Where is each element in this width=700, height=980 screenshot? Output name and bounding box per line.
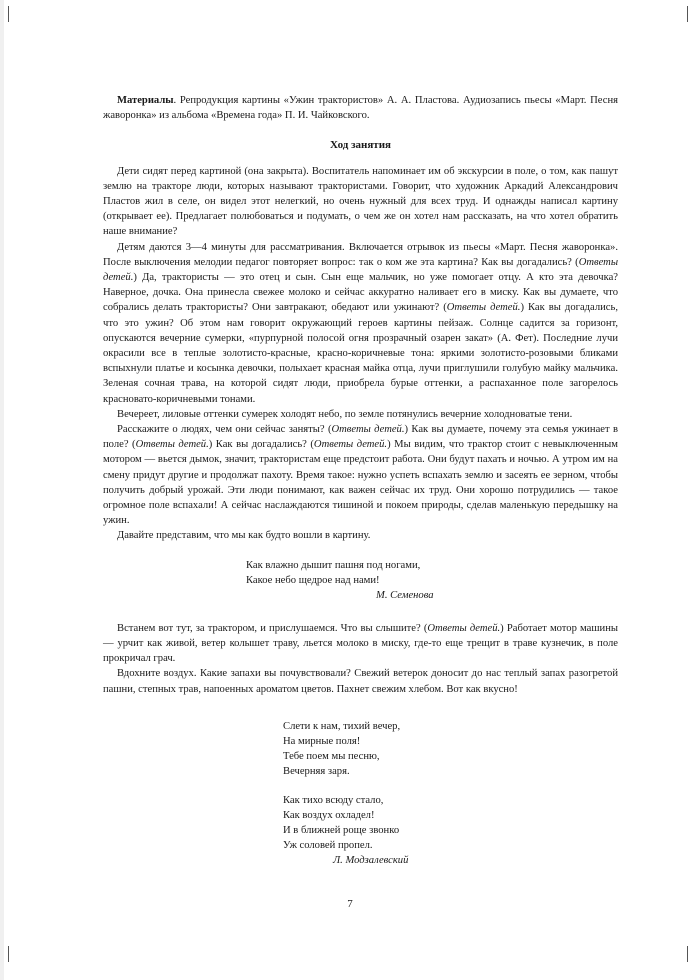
poem-line: Как тихо всюду стало, bbox=[283, 794, 384, 806]
crop-mark-top-right bbox=[687, 6, 688, 22]
poem-author: Л. Модзалевский bbox=[333, 854, 409, 866]
paragraph-2 bbox=[103, 240, 618, 407]
children-answers-4: Ответы детей. bbox=[135, 439, 209, 451]
paragraph-4-text-b: ) Как вы думаете, почему эта семья ужинает в поле? ( bbox=[103, 424, 618, 451]
materials-text: . Репродукция картины «Ужин трактористов» А. А. Пластова. Аудиозапись пьесы «Март. Песня жаворонка» из альбома «Времена года» П. И. Чайковского. bbox=[103, 95, 618, 122]
materials-label: Материалы bbox=[117, 95, 174, 106]
stanza-gap bbox=[283, 779, 618, 793]
poem-line: Уж соловей пропел. bbox=[283, 839, 373, 851]
poem-line: На мирные поля! bbox=[283, 735, 361, 747]
paragraph-6-text-b: ) Работает мотор машины — урчит как живой, ветер колышет траву, льется молоко в миску, где-то еще трещит в траве кузнечик, в поле прокричал грач. bbox=[103, 622, 618, 665]
paragraph-4-text-a: Расскажите о людях, чем они сейчас заняты? ( bbox=[117, 424, 332, 436]
paragraph-7: Вдохните воздух. Какие запахи вы почувствовали? Свежий ветерок доносит до нас теплый запах разогретой пашни, степных трав, напоенных ароматом цветов. Пахнет свежим хлебом. Вот как вкусно! bbox=[103, 668, 618, 695]
paragraph-2-text-c: ) Как вы догадались, что это ужин? Об этом нам говорит окружающий героев картины пейзаж. Солнце садится за горизонт, опускаются вечерние сумерки, «пурпурной полосой огня прозрачный озарен закат» (А. Фет). Последние лучи окрасили все в теплые золотисто-красные, красно-коричневые тона: яркими золотисто-розовыми бликами вспыхнули платье и косынка девочки, полыхает красная майка отца, лучи приглушили голубую майку мальчика. Зеленая сочная трава, на которой сидят люди, приобрела бурые оттенки, а распаханное поле загорелось красновато-коричневыми тонами. bbox=[103, 302, 618, 405]
crop-mark-bottom-left bbox=[8, 946, 9, 962]
children-answers-6: Ответы детей. bbox=[427, 622, 501, 634]
paragraph-3: Вечереет, лиловые оттенки сумерек холодят небо, по земле потянулись вечерние холодноватые тени. bbox=[117, 408, 573, 420]
paragraph-2-text-b: ) Да, трактористы — это отец и сын. Сын еще мальчик, но уже помогает отцу. А кто эта девочка? Наверное, дочка. Она принесла свежее молоко и сейчас аккуратно наливает его в миску. Как вы думаете, что собрались делать трактористы? Они завтракают, обедают или ужинают? ( bbox=[103, 272, 618, 314]
paragraph-4-text-c: ) Как вы догадались? ( bbox=[208, 439, 314, 451]
paragraph-2-text-a: Детям даются 3—4 минуты для рассматривания. Включается отрывок из пьесы «Март. Песня жаворонка». После выключения мелодии педагог повторяет вопрос: так о ком же эта картина? Как вы догадались? ( bbox=[103, 241, 618, 268]
children-answers-2: Ответы детей. bbox=[446, 302, 521, 314]
paragraph-5: Давайте представим, что мы как будто вошли в картину. bbox=[117, 530, 371, 542]
poem-line: Слети к нам, тихий вечер, bbox=[283, 720, 401, 732]
crop-mark-top-left bbox=[8, 6, 9, 22]
poem-line: Вечерняя заря. bbox=[283, 765, 350, 777]
children-answers-5: Ответы детей. bbox=[313, 439, 388, 451]
poem-line: Как влажно дышит пашня под ногами, bbox=[246, 559, 421, 571]
crop-mark-bottom-right bbox=[687, 946, 688, 962]
poem-line: Какое небо щедрое над нами! bbox=[246, 574, 380, 586]
poem-modzalevsky bbox=[283, 719, 618, 868]
page-edge bbox=[0, 0, 4, 980]
paragraph-4 bbox=[103, 422, 618, 528]
poem-author: М. Семенова bbox=[376, 589, 434, 601]
paragraph-4-text-d: ) Мы видим, что трактор стоит с невыключенным мотором — вьется дымок, значит, трактористам еще предстоит работа. Они будут пахать и ночью. А утром им на смену придут другие и продолжат пахоту. Время такое: нужно успеть вспахать землю и засеять ее зерном, чтобы получить добрый урожай. Эти люди понимают, как важен сейчас их труд. Они хорошо потрудились — такое огромное поле вспахали! А сейчас наслаждаются тишиной и покоем природы, сделав маленькую передышку на ужин. bbox=[103, 439, 618, 527]
paragraph-6-text-a: Встанем вот тут, за трактором, и прислушаемся. Что вы слышите? ( bbox=[117, 622, 428, 634]
poem-line: Тебе поем мы песню, bbox=[283, 750, 380, 762]
paragraph-1: Дети сидят перед картиной (она закрыта). Воспитатель напоминает им об экскурсии в поле, о том, как пашут землю на тракторе люди, которых называют трактористами. Говорит, что художник Аркадий Александрович Пластов жил в селе, он видел этот нелегкий, но очень нужный для всех труд. И однажды написал картину (открывает ее). Предлагает полюбоваться и подумать, о чем же он хотел нам рассказать, на что хотел обратить наше внимание? bbox=[103, 165, 618, 238]
children-answers-1: Ответы детей. bbox=[103, 256, 618, 284]
page-number: 7 bbox=[347, 898, 353, 910]
section-heading: Ход занятия bbox=[329, 139, 391, 152]
poem-line: И в ближней роще звонко bbox=[283, 824, 400, 836]
poem-line: Как воздух охладел! bbox=[283, 809, 375, 821]
materials-paragraph bbox=[103, 93, 618, 123]
paragraph-6 bbox=[103, 621, 618, 667]
document-body bbox=[103, 93, 618, 868]
poem-semenova bbox=[246, 558, 618, 603]
children-answers-3: Ответы детей. bbox=[331, 424, 405, 436]
